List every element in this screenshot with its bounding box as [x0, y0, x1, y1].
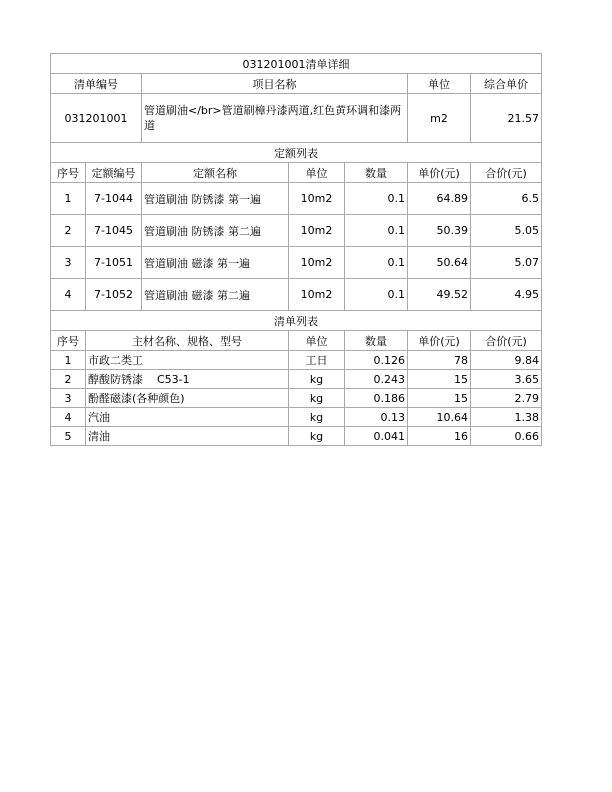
header-price: 综合单价	[471, 74, 542, 94]
header-unit: 单位	[408, 74, 471, 94]
quota-code: 7-1052	[86, 279, 142, 311]
material-unit: kg	[289, 370, 345, 389]
material-section-title: 清单列表	[51, 311, 542, 331]
material-header-no: 序号	[51, 331, 86, 351]
quota-unit: 10m2	[289, 279, 345, 311]
quota-no: 1	[51, 183, 86, 215]
title-row	[51, 54, 542, 74]
sheet-title: 031201001清单详细	[51, 54, 542, 74]
quota-header-total: 合价(元)	[471, 163, 542, 183]
quota-header-name: 定额名称	[142, 163, 289, 183]
quota-no: 2	[51, 215, 86, 247]
quota-name: 管道刷油 防锈漆 第二遍	[142, 215, 289, 247]
quota-row	[51, 215, 542, 247]
item-unit: m2	[408, 94, 471, 143]
material-row	[51, 351, 542, 370]
quota-total: 5.07	[471, 247, 542, 279]
material-no: 2	[51, 370, 86, 389]
material-header-unit-price: 单价(元)	[408, 331, 471, 351]
quota-qty: 0.1	[345, 215, 408, 247]
quota-qty: 0.1	[345, 247, 408, 279]
material-qty: 0.186	[345, 389, 408, 408]
material-section-row	[51, 311, 542, 331]
material-unit-price: 15	[408, 389, 471, 408]
material-header-qty: 数量	[345, 331, 408, 351]
item-header-row	[51, 74, 542, 94]
quota-header-row	[51, 163, 542, 183]
quota-code: 7-1051	[86, 247, 142, 279]
quota-row	[51, 183, 542, 215]
quota-unit-price: 50.39	[408, 215, 471, 247]
material-no: 1	[51, 351, 86, 370]
header-name: 项目名称	[142, 74, 408, 94]
quota-unit: 10m2	[289, 215, 345, 247]
quota-unit-price: 49.52	[408, 279, 471, 311]
quota-total: 5.05	[471, 215, 542, 247]
item-price: 21.57	[471, 94, 542, 143]
material-unit-price: 78	[408, 351, 471, 370]
material-unit-price: 15	[408, 370, 471, 389]
material-name: 市政二类工	[86, 351, 289, 370]
quota-code: 7-1045	[86, 215, 142, 247]
quota-header-unit-price: 单价(元)	[408, 163, 471, 183]
quota-unit: 10m2	[289, 183, 345, 215]
material-row	[51, 427, 542, 446]
material-header-total: 合价(元)	[471, 331, 542, 351]
quota-header-code: 定额编号	[86, 163, 142, 183]
material-total: 0.66	[471, 427, 542, 446]
material-row	[51, 408, 542, 427]
material-header-row	[51, 331, 542, 351]
material-name: 酚醛磁漆(各种颜色)	[86, 389, 289, 408]
material-qty: 0.13	[345, 408, 408, 427]
material-total: 1.38	[471, 408, 542, 427]
quota-unit: 10m2	[289, 247, 345, 279]
material-unit: kg	[289, 389, 345, 408]
material-no: 3	[51, 389, 86, 408]
material-name: 清油	[86, 427, 289, 446]
quota-row	[51, 279, 542, 311]
material-unit: kg	[289, 408, 345, 427]
material-total: 9.84	[471, 351, 542, 370]
quota-row	[51, 247, 542, 279]
material-header-name: 主材名称、规格、型号	[86, 331, 289, 351]
quota-qty: 0.1	[345, 279, 408, 311]
material-name: 汽油	[86, 408, 289, 427]
quota-code: 7-1044	[86, 183, 142, 215]
material-header-unit: 单位	[289, 331, 345, 351]
quota-name: 管道刷油 磁漆 第二遍	[142, 279, 289, 311]
material-no: 4	[51, 408, 86, 427]
quota-name: 管道刷油 磁漆 第一遍	[142, 247, 289, 279]
quota-unit-price: 50.64	[408, 247, 471, 279]
item-name: 管道刷油</br>管道刷樟丹漆两道,红色黄环调和漆两道	[142, 94, 408, 143]
quota-total: 6.5	[471, 183, 542, 215]
header-code: 清单编号	[51, 74, 142, 94]
quota-no: 3	[51, 247, 86, 279]
material-row	[51, 370, 542, 389]
material-name: 醇酸防锈漆 C53-1	[86, 370, 289, 389]
quota-total: 4.95	[471, 279, 542, 311]
item-row	[51, 94, 542, 143]
material-unit: kg	[289, 427, 345, 446]
material-total: 2.79	[471, 389, 542, 408]
quota-header-no: 序号	[51, 163, 86, 183]
material-qty: 0.243	[345, 370, 408, 389]
quota-name: 管道刷油 防锈漆 第一遍	[142, 183, 289, 215]
item-code: 031201001	[51, 94, 142, 143]
material-unit-price: 10.64	[408, 408, 471, 427]
material-no: 5	[51, 427, 86, 446]
material-qty: 0.041	[345, 427, 408, 446]
material-total: 3.65	[471, 370, 542, 389]
quota-qty: 0.1	[345, 183, 408, 215]
quota-section-row	[51, 143, 542, 163]
material-qty: 0.126	[345, 351, 408, 370]
material-row	[51, 389, 542, 408]
quota-header-qty: 数量	[345, 163, 408, 183]
material-unit: 工日	[289, 351, 345, 370]
bill-detail-table	[50, 53, 542, 446]
quota-unit-price: 64.89	[408, 183, 471, 215]
quota-header-unit: 单位	[289, 163, 345, 183]
material-unit-price: 16	[408, 427, 471, 446]
quota-section-title: 定额列表	[51, 143, 542, 163]
quota-no: 4	[51, 279, 86, 311]
